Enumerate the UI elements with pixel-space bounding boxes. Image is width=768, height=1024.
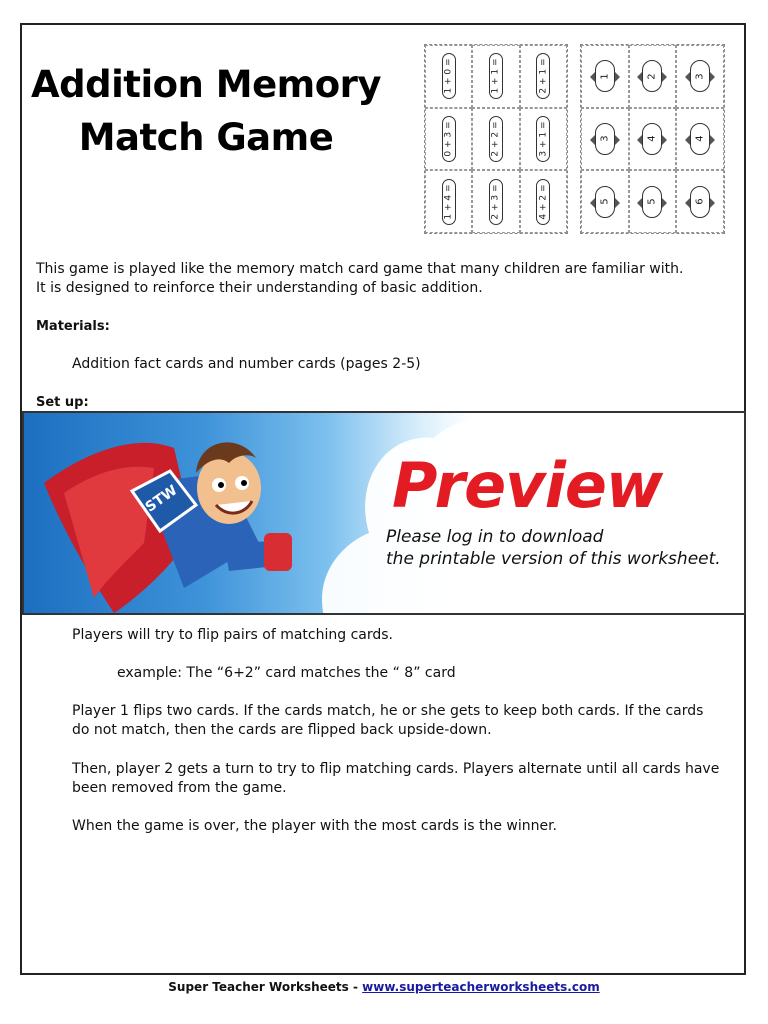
number-card-text: 4: [646, 135, 658, 143]
fact-card: [425, 45, 472, 108]
intro-line-1: This game is played like the memory match card game that many children are familiar with.: [36, 261, 684, 277]
fact-card: [425, 170, 472, 233]
fact-card-text: 1 + 4 =: [443, 184, 454, 220]
number-card: [629, 45, 677, 108]
fact-card-thumbnails: [424, 44, 568, 234]
number-card: [629, 170, 677, 233]
intro-line-2: It is designed to reinforce their understanding of basic addition.: [36, 280, 483, 296]
fact-card-text: 4 + 2 =: [538, 184, 549, 220]
number-card: [676, 45, 724, 108]
instruction-player1: [72, 702, 703, 740]
instruction-example: example: The “6+2” card matches the “ 8” card: [117, 665, 456, 681]
intro-paragraph: [36, 260, 683, 298]
number-card: [629, 108, 677, 171]
instruction-player2: [72, 760, 719, 798]
instruction-player1-line-2: do not match, then the cards are flipped back upside-down.: [72, 722, 492, 738]
number-card: [676, 108, 724, 171]
instruction-player2-line-1: Then, player 2 gets a turn to try to flip matching cards. Players alternate until all cards have: [72, 761, 720, 777]
fact-card: [520, 170, 567, 233]
preview-line-2: the printable version of this worksheet.: [386, 549, 721, 569]
number-card-text: 5: [599, 198, 611, 205]
number-card: [581, 108, 629, 171]
preview-subtitle: [386, 526, 721, 570]
materials-heading: Materials:: [36, 319, 110, 334]
number-card-text: 5: [646, 198, 658, 205]
fact-card: [472, 170, 519, 233]
instruction-player1-line-1: Player 1 flips two cards. If the cards match, he or she gets to keep both cards. If the cards: [72, 703, 704, 719]
fact-card-text: 0 + 3 =: [443, 121, 454, 157]
preview-title: Preview: [392, 449, 663, 522]
fact-card-text: 1 + 1 =: [490, 58, 501, 94]
instruction-flip-pairs: Players will try to flip pairs of matching cards.: [72, 627, 394, 643]
instruction-player2-line-2: been removed from the game.: [72, 780, 287, 796]
materials-text: Addition fact cards and number cards (pages 2-5): [72, 356, 421, 372]
fact-card: [472, 108, 519, 171]
number-card-text: 1: [599, 73, 611, 80]
number-card: [581, 170, 629, 233]
fact-card: [520, 45, 567, 108]
fact-card-text: 3 + 1 =: [538, 121, 549, 157]
fact-card-text: 2 + 1 =: [538, 58, 549, 94]
number-card-text: 6: [694, 198, 706, 205]
number-card: [581, 45, 629, 108]
fact-card-text: 2 + 2 =: [490, 121, 501, 157]
number-card-text: 3: [694, 73, 706, 80]
fact-card: [520, 108, 567, 171]
fact-card-text: 1 + 0 =: [443, 58, 454, 94]
instruction-winner: When the game is over, the player with the most cards is the winner.: [72, 818, 557, 834]
fact-card: [472, 45, 519, 108]
setup-heading: Set up:: [36, 395, 89, 410]
badge-text: STW: [142, 482, 181, 516]
title-line-2: Match Game: [78, 116, 334, 159]
number-card-text: 3: [599, 135, 611, 143]
number-card-text: 2: [646, 73, 658, 80]
superhero-mascot: [24, 413, 354, 615]
footer-prefix: Super Teacher Worksheets -: [168, 980, 363, 994]
fact-card-text: 2 + 3 =: [490, 184, 501, 220]
title-line-1: Addition Memory: [30, 63, 382, 106]
fact-card: [425, 108, 472, 171]
footer: [0, 980, 768, 994]
preview-line-1: Please log in to download: [386, 527, 604, 547]
number-card-thumbnails: [580, 44, 725, 234]
number-card: [676, 170, 724, 233]
number-card-text: 4: [694, 135, 706, 143]
page-title: [16, 58, 396, 164]
footer-link[interactable]: www.superteacherworksheets.com: [362, 980, 600, 994]
preview-banner[interactable]: [22, 411, 746, 615]
